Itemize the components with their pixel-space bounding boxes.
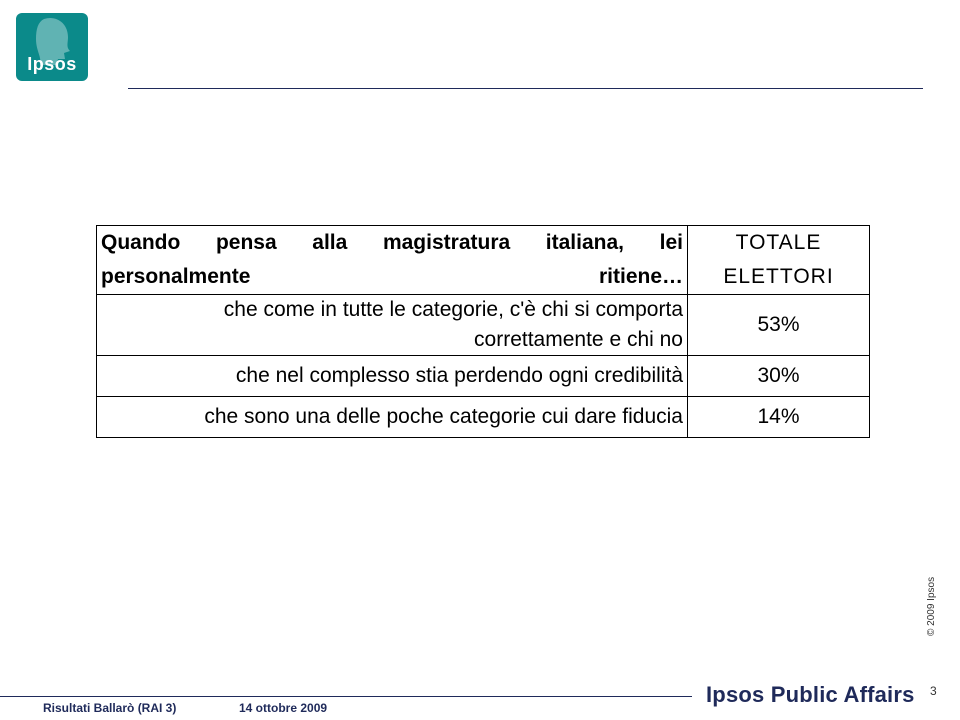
answer-cell: che sono una delle poche categorie cui dare fiducia <box>97 397 688 438</box>
footer-title: Risultati Ballarò (RAI 3) <box>43 701 177 715</box>
copyright-notice: © 2009 Ipsos <box>926 576 937 636</box>
value-cell: 53% <box>688 295 870 356</box>
answer-cell: che come in tutte le categorie, c'è chi si comporta correttamente e chi no <box>97 295 688 356</box>
value-cell: 14% <box>688 397 870 438</box>
brand-wordmark: Ipsos Public Affairs <box>706 682 915 707</box>
footer-date: 14 ottobre 2009 <box>239 701 328 715</box>
page-number: 3 <box>930 684 937 698</box>
table-row <box>97 295 870 356</box>
header-divider <box>128 88 923 89</box>
question-cell: Quando pensa alla magistratura italiana, lei personalmente ritiene… <box>97 226 688 295</box>
table-row <box>97 397 870 438</box>
footer-divider <box>0 696 692 697</box>
ipsos-logo <box>16 13 88 81</box>
logo-text: Ipsos <box>27 54 77 74</box>
table-header-row <box>97 226 870 295</box>
value-cell: 30% <box>688 356 870 397</box>
answer-cell: che nel complesso stia perdendo ogni credibilità <box>97 356 688 397</box>
poll-table <box>96 225 870 438</box>
table-row <box>97 356 870 397</box>
total-voters-header: TOTALE ELETTORI <box>688 226 870 295</box>
